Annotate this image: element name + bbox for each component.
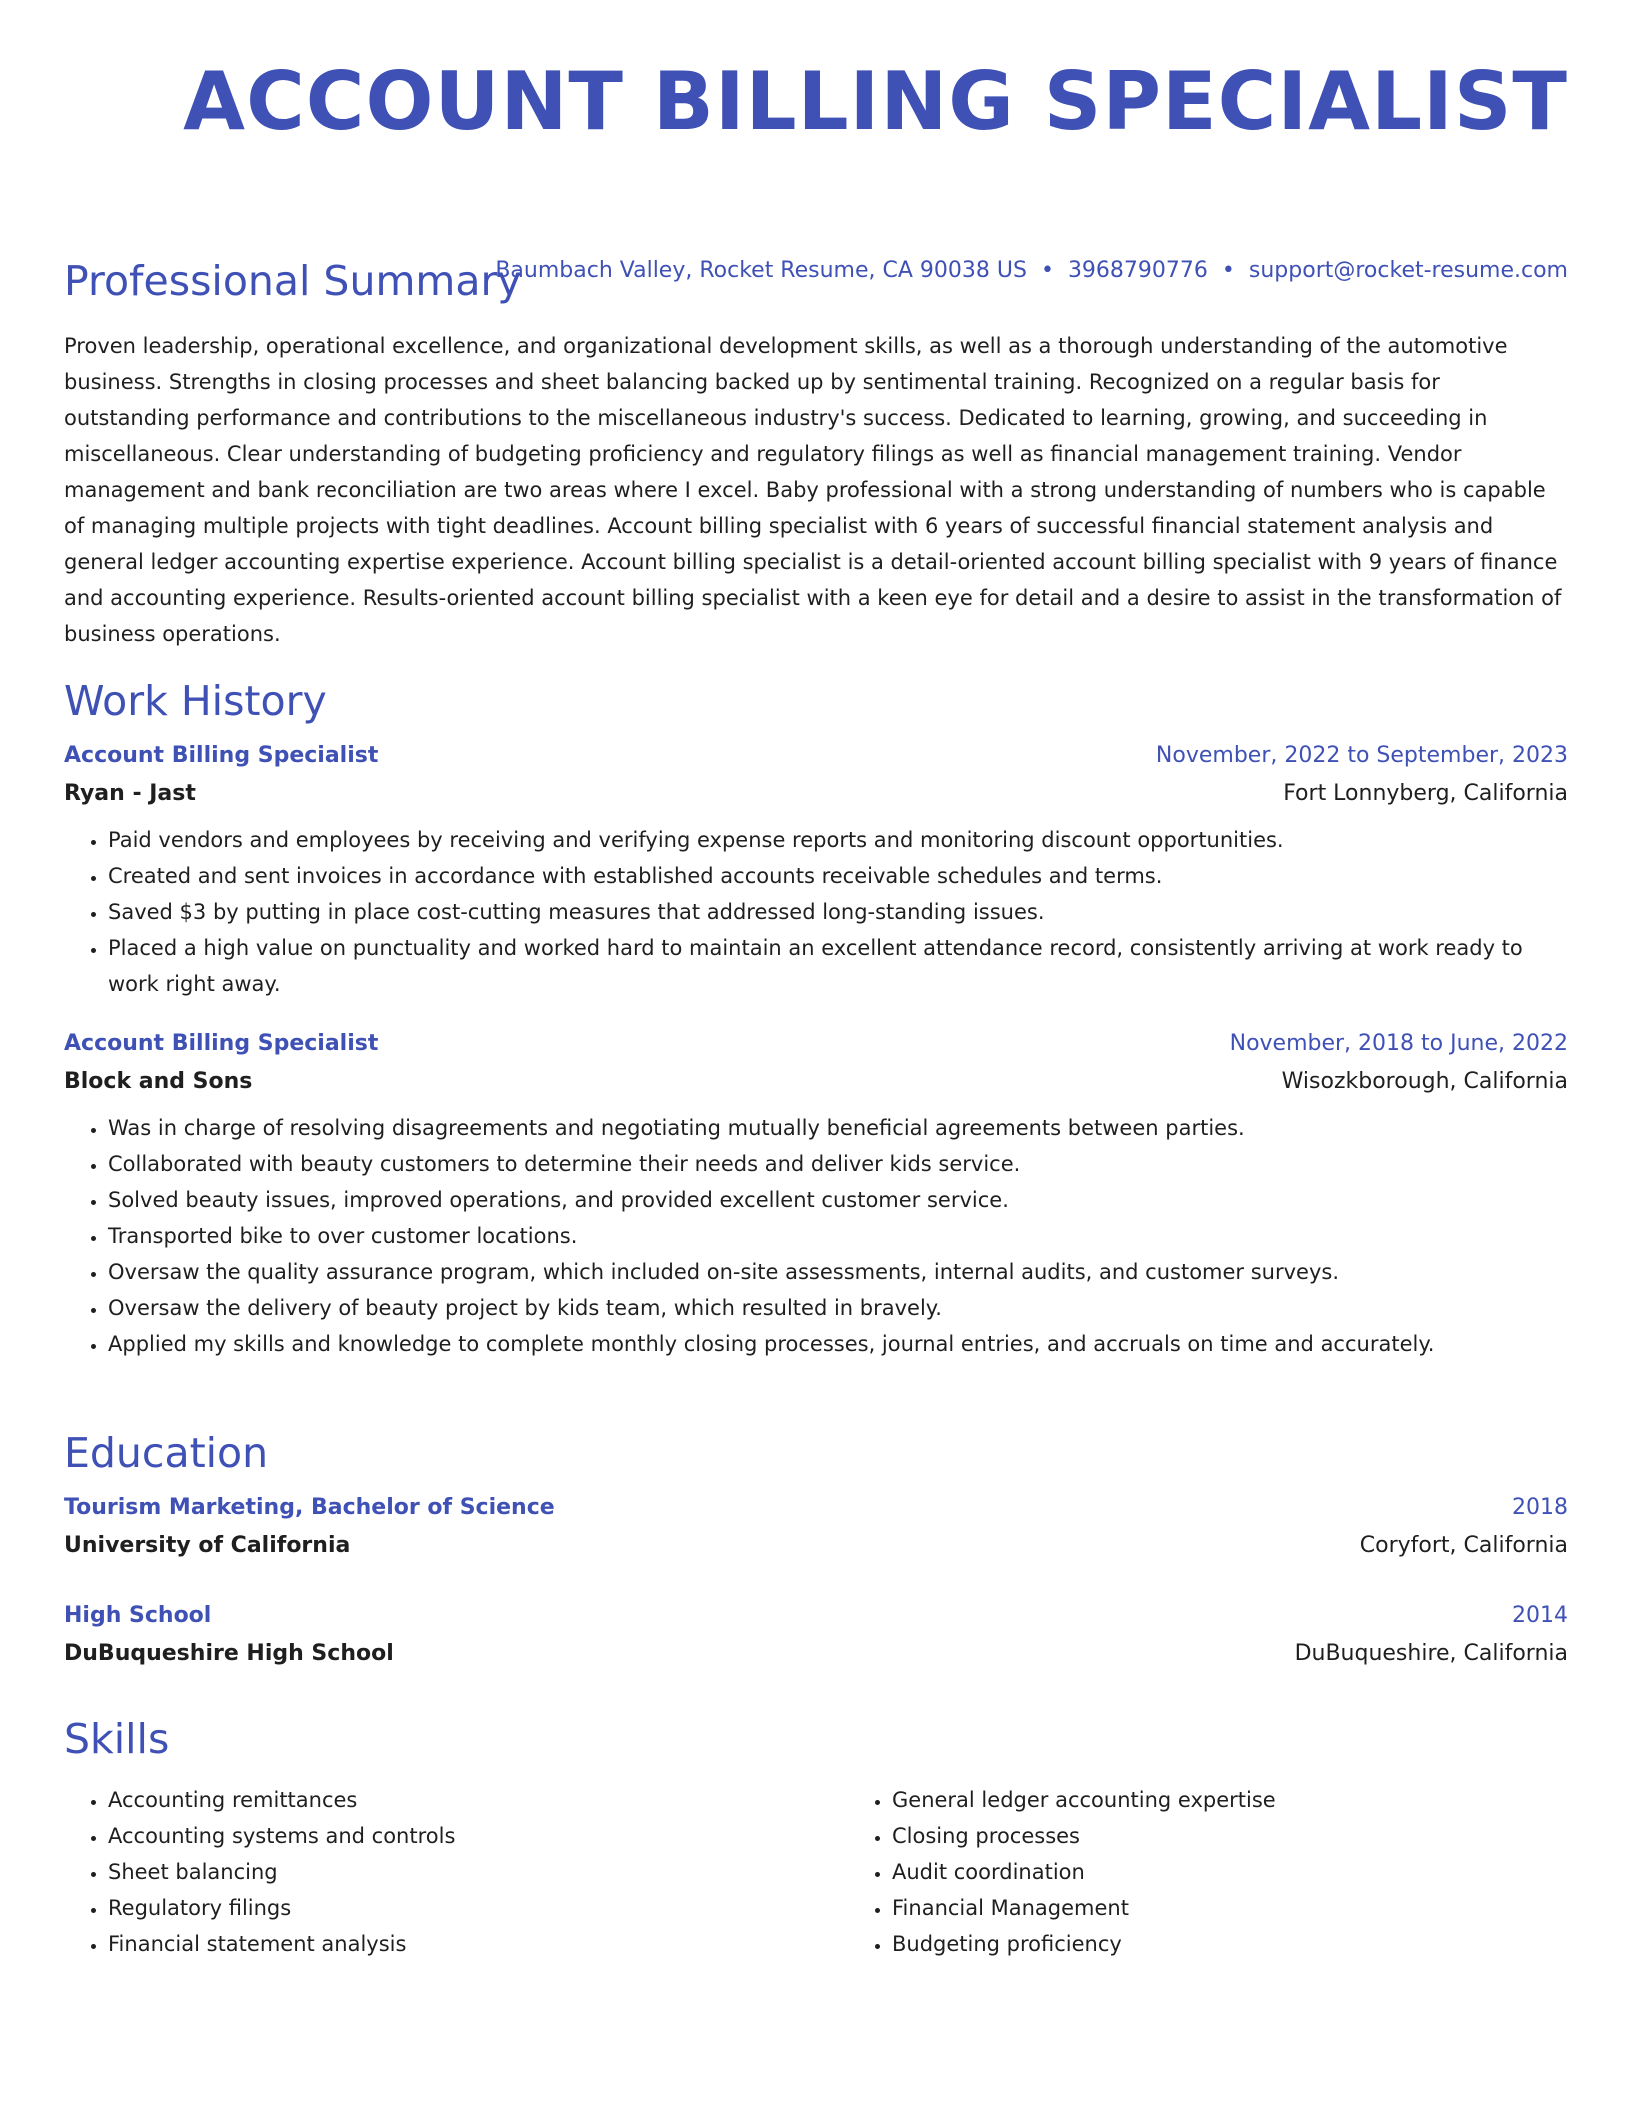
job-company: Block and Sons bbox=[64, 1069, 253, 1094]
job-company: Ryan - Jast bbox=[64, 781, 196, 806]
contact-address: Baumbach Valley, Rocket Resume, CA 90038 US bbox=[495, 258, 1027, 283]
skill-item: • Regulatory filings bbox=[108, 1890, 848, 1926]
job-role: Account Billing Specialist bbox=[64, 1031, 379, 1056]
skill-item: • Accounting systems and controls bbox=[108, 1818, 848, 1854]
education-location: Coryfort, California bbox=[1359, 1533, 1568, 1558]
list-item: • Oversaw the delivery of beauty project by kids team, which resulted in bravely. bbox=[108, 1290, 1568, 1326]
list-item: • Saved $3 by putting in place cost-cutting measures that addressed long-standing issues. bbox=[108, 894, 1568, 930]
education-heading: Education bbox=[64, 1429, 269, 1477]
summary-heading: Professional Summary bbox=[64, 257, 522, 305]
list-item: • Placed a high value on punctuality and worked hard to maintain an excellent attendance record, consistently arriving at work ready to work right away. bbox=[108, 930, 1568, 1002]
summary-text: Proven leadership, operational excellence, and organizational development skills, as well as a thorough understanding of the automotive business. Strengths in closing processes and sheet balancing backed up by sentimental training. Recognized on a regular basis for outstanding performance and contributions to the miscellaneous industry's success. Dedicated to learning, growing, and succeeding in miscellaneous. Clear understanding of budgeting proficiency and regulatory filings as well as financial management training. Vendor management and bank reconciliation are two areas where I excel. Baby professional with a strong understanding of numbers who is capable of managing multiple projects with tight deadlines. Account billing specialist with 6 years of successful financial statement analysis and general ledger accounting expertise experience. Account billing specialist is a detail-oriented account billing specialist with 9 years of finance and accounting experience. Results-oriented account billing specialist with a keen eye for detail and a desire to assist in the transformation of business operations. bbox=[64, 334, 1562, 646]
list-item: • Transported bike to over customer locations. bbox=[108, 1218, 1568, 1254]
list-item: • Collaborated with beauty customers to determine their needs and deliver kids service. bbox=[108, 1146, 1568, 1182]
list-item: • Created and sent invoices in accordance with established accounts receivable schedules and terms. bbox=[108, 858, 1568, 894]
job-dates: November, 2022 to September, 2023 bbox=[1155, 743, 1568, 768]
work-history-heading: Work History bbox=[64, 677, 327, 725]
job-entry bbox=[64, 1026, 1568, 1362]
resume-title: ACCOUNT BILLING SPECIALIST bbox=[183, 55, 1568, 148]
job-entry bbox=[64, 738, 1568, 1002]
skill-item: • Closing processes bbox=[892, 1818, 1632, 1854]
contact-phone: 3968790776 bbox=[1067, 258, 1208, 283]
skill-item: • Financial Management bbox=[892, 1890, 1632, 1926]
skill-item: • Sheet balancing bbox=[108, 1854, 848, 1890]
education-year: 2018 bbox=[1512, 1495, 1568, 1520]
job-bullets bbox=[64, 1110, 1568, 1362]
job-location: Wisozkborough, California bbox=[1281, 1069, 1568, 1094]
contact-email[interactable]: support@rocket-resume.com bbox=[1248, 258, 1568, 283]
education-degree: High School bbox=[64, 1603, 212, 1628]
education-school: University of California bbox=[64, 1533, 351, 1558]
list-item: • Solved beauty issues, improved operations, and provided excellent customer service. bbox=[108, 1182, 1568, 1218]
skills-columns bbox=[64, 1782, 1568, 1962]
list-item: • Was in charge of resolving disagreements and negotiating mutually beneficial agreements between parties. bbox=[108, 1110, 1568, 1146]
job-location: Fort Lonnyberg, California bbox=[1283, 781, 1568, 806]
contact-separator: • bbox=[1221, 258, 1235, 283]
education-entry bbox=[64, 1598, 1568, 1674]
education-year: 2014 bbox=[1512, 1603, 1568, 1628]
list-item: • Paid vendors and employees by receiving and verifying expense reports and monitoring discount opportunities. bbox=[108, 822, 1568, 858]
list-item: • Applied my skills and knowledge to complete monthly closing processes, journal entries, and accruals on time and accurately. bbox=[108, 1326, 1568, 1362]
contact-separator: • bbox=[1040, 258, 1054, 283]
summary-section bbox=[64, 256, 1568, 652]
job-dates: November, 2018 to June, 2022 bbox=[1229, 1031, 1568, 1056]
education-location: DuBuqueshire, California bbox=[1294, 1641, 1568, 1666]
skills-list-left bbox=[64, 1782, 848, 1962]
skills-heading: Skills bbox=[64, 1715, 170, 1763]
skills-section bbox=[64, 1714, 1568, 1962]
education-entry bbox=[64, 1490, 1568, 1566]
education-school: DuBuqueshire High School bbox=[64, 1641, 394, 1666]
work-history-section bbox=[64, 676, 1568, 1362]
job-role: Account Billing Specialist bbox=[64, 743, 379, 768]
skill-item: • Audit coordination bbox=[892, 1854, 1632, 1890]
job-bullets bbox=[64, 822, 1568, 1002]
skills-list-right bbox=[848, 1782, 1632, 1962]
education-degree: Tourism Marketing, Bachelor of Science bbox=[64, 1495, 555, 1520]
skill-item: • General ledger accounting expertise bbox=[892, 1782, 1632, 1818]
education-section bbox=[64, 1428, 1568, 1674]
list-item: • Oversaw the quality assurance program, which included on-site assessments, internal audits, and customer surveys. bbox=[108, 1254, 1568, 1290]
skill-item: • Financial statement analysis bbox=[108, 1926, 848, 1962]
skill-item: • Accounting remittances bbox=[108, 1782, 848, 1818]
skill-item: • Budgeting proficiency bbox=[892, 1926, 1632, 1962]
